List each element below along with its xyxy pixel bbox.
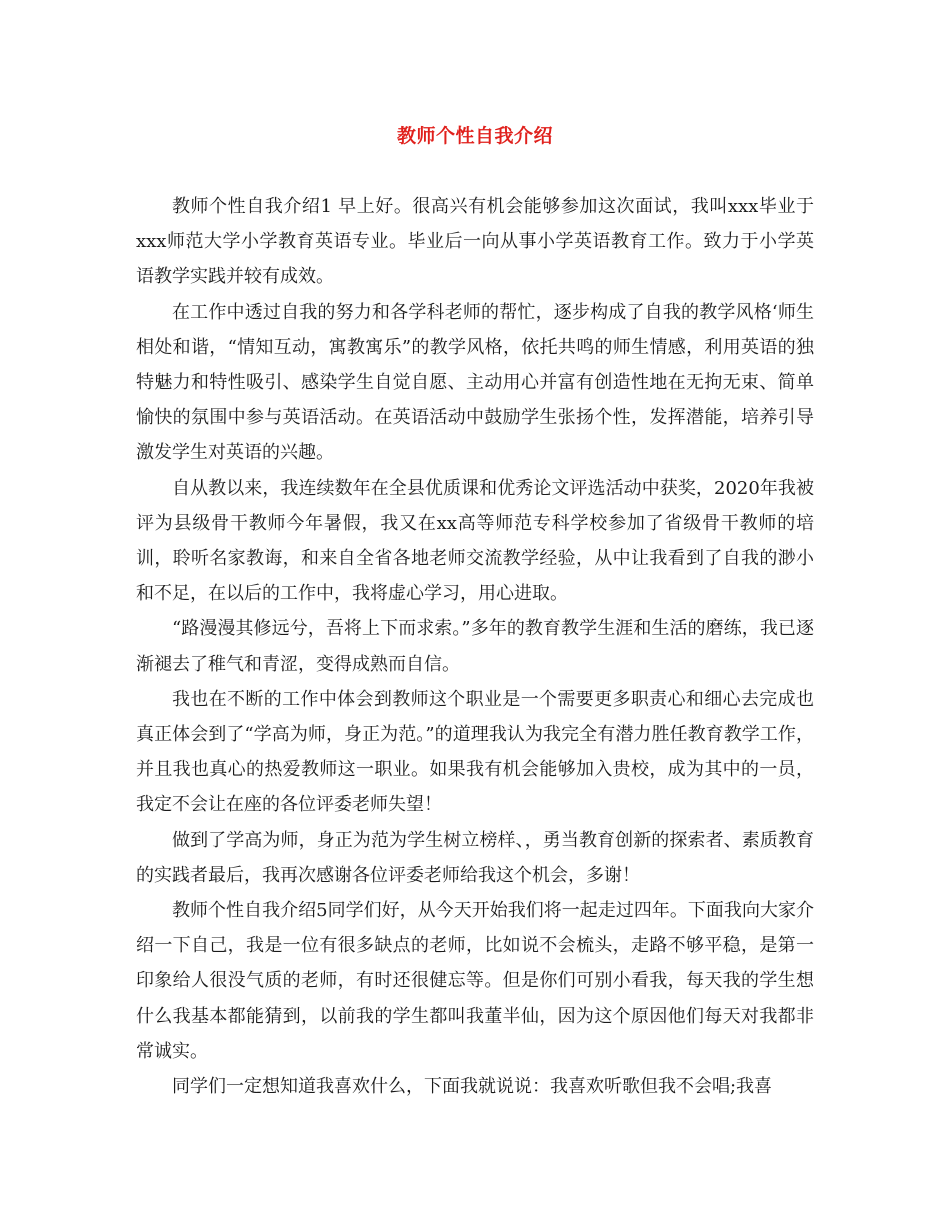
document-title: 教师个性自我介绍 — [396, 125, 553, 147]
paragraph-8: 同学们一定想知道我喜欢什么，下面我就说说：我喜欢听歌但我不会唱;我喜 — [172, 1076, 773, 1098]
paragraph-1: 教师个性自我介绍1 早上好。很高兴有机会能够参加这次面试，我叫xxx毕业于xxx师范大学小学教育英语专业。毕业后一向从事小学英语教育工作。致力于小学英语教学实践并较有成效。 — [136, 196, 814, 288]
document-body — [136, 189, 814, 1104]
paragraph-2: 在工作中透过自我的努力和各学科老师的帮忙，逐步构成了自我的教学风格‘师生相处和谐，“情知互动，寓教寓乐”的教学风格，依托共鸣的师生情感，利用英语的独特魅力和特性吸引、感染学生自觉自愿、主动用心并富有创造性地在无拘无束、简单愉快的氛围中参与英语活动。在英语活动中鼓励学生张扬个性，发挥潜能，培养引导激发学生对英语的兴趣。 — [136, 301, 814, 464]
paragraph-7: 教师个性自我介绍5同学们好，从今天开始我们将一起走过四年。下面我向大家介绍一下自己，我是一位有很多缺点的老师，比如说不会梳头，走路不够平稳，是第一印象给人很没气质的老师，有时还很健忘等。但是你们可别小看我，每天我的学生想什么我基本都能猜到，以前我的学生都叫我董半仙，因为这个原因他们每天对我都非常诚实。 — [136, 900, 814, 1062]
paragraph-4: “路漫漫其修远兮，吾将上下而求索。”多年的教育教学生涯和生活的磨练，我已逐渐褪去了稚气和青涩，变得成熟而自信。 — [136, 618, 814, 675]
paragraph-3: 自从教以来，我连续数年在全县优质课和优秀论文评选活动中获奖，2020年我被评为县级骨干教师今年暑假，我又在xx高等师范专科学校参加了省级骨干教师的培训，聆听名家教诲，和来自全省各地老师交流教学经验，从中让我看到了自我的渺小和不足，在以后的工作中，我将虚心学习，用心进取。 — [136, 477, 814, 605]
paragraph-6: 做到了学高为师，身正为范为学生树立榜样、，勇当教育创新的探索者、素质教育的实践者最后，我再次感谢各位评委老师给我这个机会，多谢！ — [136, 829, 814, 886]
paragraph-5: 我也在不断的工作中体会到教师这个职业是一个需要更多职责心和细心去完成也真正体会到了“学高为师，身正为范。”的道理我认为我完全有潜力胜任教育教学工作，并且我也真心的热爱教师这一职业。如果我有机会能够加入贵校，成为其中的一员，我定不会让在座的各位评委老师失望！ — [136, 688, 814, 816]
